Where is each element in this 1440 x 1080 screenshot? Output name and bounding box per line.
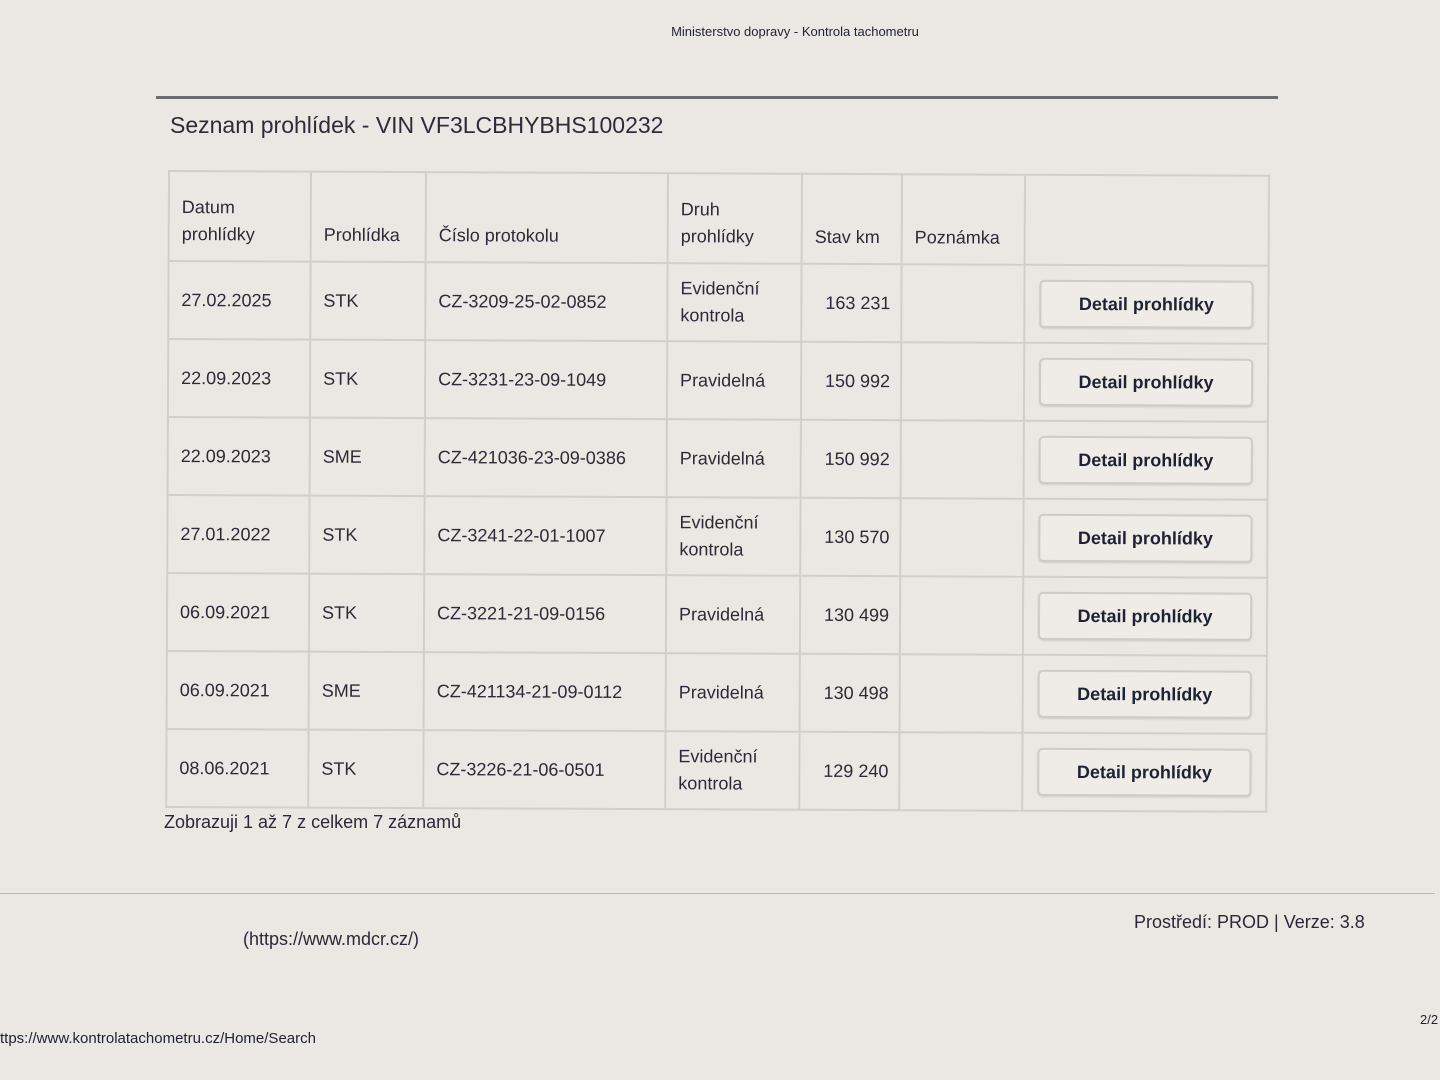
cell-note [901,342,1024,421]
page-number: 2/2 [1420,1012,1439,1027]
page-title: Seznam prohlídek - VIN VF3LCBHYBHS100232 [170,112,664,138]
table-info: Zobrazuji 1 až 7 z celkem 7 záznamů [164,812,462,832]
cell-action [1023,577,1267,656]
column-header-action [1025,175,1269,266]
cell-type: SME [310,418,425,497]
cell-protocol: CZ-3221-21-09-0156 [424,574,666,653]
cell-type: STK [310,262,425,341]
cell-type: STK [310,340,425,419]
column-header-protocol[interactable]: Číslo protokolu [426,172,668,263]
cell-action [1024,343,1268,422]
cell-note [900,654,1023,733]
cell-action [1024,265,1268,344]
cell-kind: Pravidelná [667,419,801,498]
cell-km: 130 570 [800,498,900,576]
detail-button[interactable]: Detail prohlídky [1039,280,1253,329]
header-divider [156,96,1278,99]
cell-action [1023,655,1267,734]
footer-link[interactable]: (https://www.mdcr.cz/) [243,929,420,949]
table-row [167,573,1267,656]
cell-date: 22.09.2023 [168,339,310,418]
table-row [168,339,1268,422]
site-title: Ministerstvo dopravy - Kontrola tachometru [671,24,919,39]
column-header-date[interactable]: Datum prohlídky [169,171,311,262]
column-header-type[interactable]: Prohlídka [311,172,426,263]
cell-protocol: CZ-421036-23-09-0386 [425,418,667,497]
cell-kind: Pravidelná [667,341,801,420]
cell-type: STK [308,730,423,809]
cell-date: 27.02.2025 [168,261,310,340]
cell-note [900,498,1023,577]
cell-note [901,264,1024,343]
cell-date: 22.09.2023 [168,417,310,496]
detail-button[interactable]: Detail prohlídky [1037,748,1251,797]
inspections-table-wrapper [165,170,1268,813]
cell-type: SME [309,652,424,731]
cell-km: 150 992 [801,420,901,498]
cell-kind: Evidenční kontrola [666,497,800,576]
table-row [167,651,1267,734]
cell-type: STK [309,574,424,653]
cell-action [1023,499,1267,578]
cell-kind: Pravidelná [666,575,800,654]
column-header-note[interactable]: Poznámka [902,174,1025,265]
detail-button[interactable]: Detail prohlídky [1038,514,1252,563]
table-row [167,495,1267,578]
cell-protocol: CZ-3209-25-02-0852 [425,262,667,341]
cell-note [899,732,1022,811]
cell-date: 27.01.2022 [167,495,309,574]
cell-note [900,576,1023,655]
table-header-row [169,171,1269,266]
cell-protocol: CZ-3226-21-06-0501 [423,730,665,809]
cell-type: STK [309,496,424,575]
cell-km: 130 498 [800,654,900,732]
cell-note [901,420,1024,499]
cell-km: 163 231 [801,264,901,342]
cell-date: 06.09.2021 [167,573,309,652]
cell-kind: Evidenční kontrola [665,731,799,810]
cell-action [1024,421,1268,500]
cell-kind: Pravidelná [666,653,800,732]
cell-date: 08.06.2021 [166,729,308,808]
cell-kind: Evidenční kontrola [667,263,801,342]
cell-km: 130 499 [800,576,900,654]
environment-version: Prostředí: PROD | Verze: 3.8 [1134,912,1365,932]
cell-action [1022,733,1266,812]
table-row [168,417,1268,500]
cell-date: 06.09.2021 [167,651,309,730]
cell-protocol: CZ-3241-22-01-1007 [424,496,666,575]
column-header-kind[interactable]: Druh prohlídky [668,173,802,264]
column-header-km[interactable]: Stav km [802,174,902,264]
table-row [166,729,1266,812]
cell-km: 150 992 [801,342,901,420]
cell-km: 129 240 [799,732,899,810]
inspections-table [165,170,1270,813]
cell-protocol: CZ-421134-21-09-0112 [424,652,666,731]
detail-button[interactable]: Detail prohlídky [1039,358,1253,407]
print-url: ttps://www.kontrolatachometru.cz/Home/Search [0,1030,316,1047]
detail-button[interactable]: Detail prohlídky [1038,670,1252,719]
detail-button[interactable]: Detail prohlídky [1039,436,1253,485]
detail-button[interactable]: Detail prohlídky [1038,592,1252,641]
table-row [168,261,1268,344]
footer-divider [0,893,1435,894]
cell-protocol: CZ-3231-23-09-1049 [425,340,667,419]
